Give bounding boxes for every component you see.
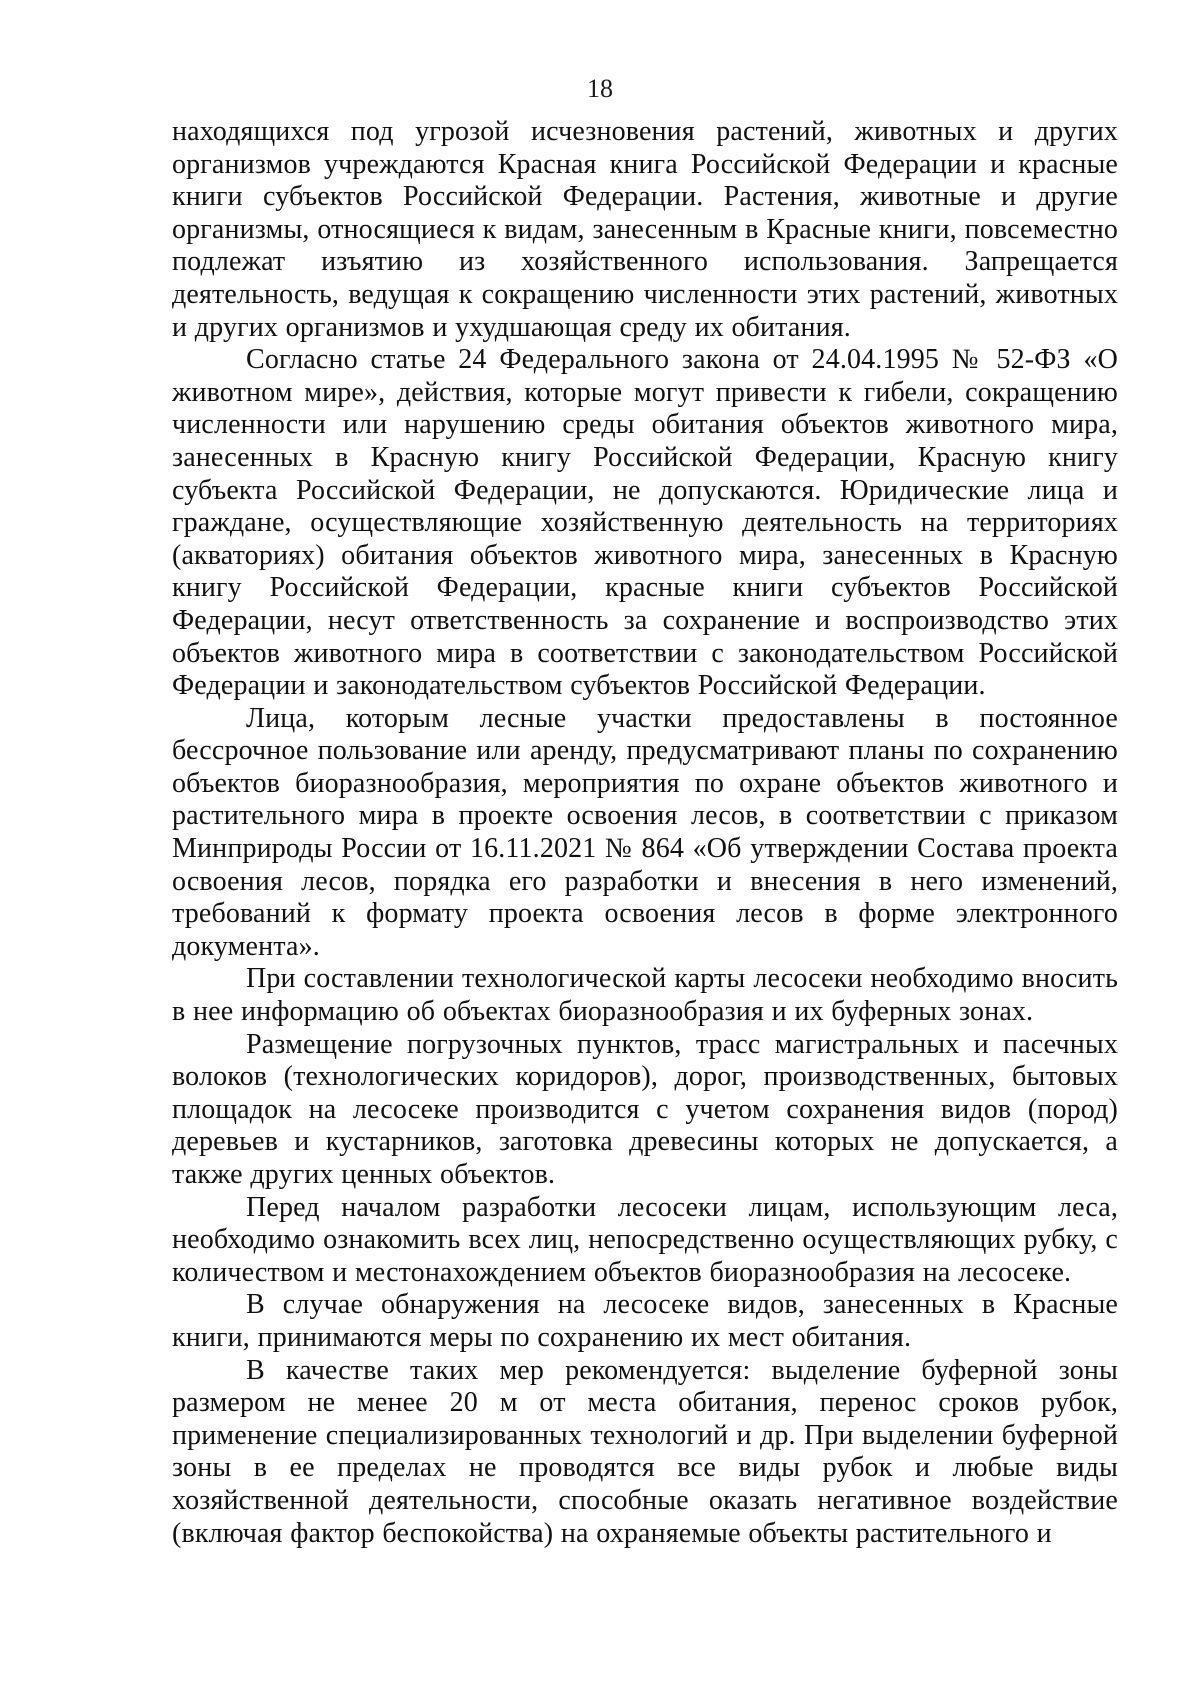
paragraph-buffer-zone-measures: В качестве таких мер рекомендуется: выделение буферной зоны размером не менее 20 м от места обитания, перенос сроков рубок, применение специализированных технологий и др. При выделении буферной зоны в ее пределах не проводятся все виды рубок и любые виды хозяйственной деятельности, способные оказать негативное воздействие (включая фактор беспокойства) на охраняемые объекты растительного и xyxy=(172,1354,1118,1549)
paragraph-continuation: находящихся под угрозой исчезновения растений, животных и других организмов учреждаются Красная книга Российской Федерации и красные книги субъектов Российской Федерации. Растения, животные и другие организмы, относящиеся к видам, занесенным в Красные книги, повсеместно подлежат изъятию из хозяйственного использования. Запрещается деятельность, ведущая к сокращению численности этих растений, животных и других организмов и ухудшающая среду их обитания. xyxy=(172,116,1118,343)
document-body xyxy=(172,116,1118,1550)
paragraph-red-book-species: В случае обнаружения на лесосеке видов, занесенных в Красные книги, принимаются меры по сохранению их мест обитания. xyxy=(172,1289,1118,1353)
page-number: 18 xyxy=(587,74,613,103)
paragraph-forest-plan: Лица, которым лесные участки предоставлены в постоянное бессрочное пользование или аренду, предусматривают планы по сохранению объектов биоразнообразия, мероприятия по охране объектов животного и растительного мира в проекте освоения лесов, в соответствии с приказом Минприроды России от 16.11.2021 № 864 «Об утверждении Состава проекта освоения лесов, порядка его разработки и внесения в него изменений, требований к формату проекта освоения лесов в форме электронного документа». xyxy=(172,702,1118,962)
paragraph-federal-law-animal-world: Согласно статье 24 Федерального закона от 24.04.1995 № 52-ФЗ «О животном мире», действия, которые могут привести к гибели, сокращению численности или нарушению среды обитания объектов животного мира, занесенных в Красную книгу Российской Федерации, Красную книгу субъекта Российской Федерации, не допускаются. Юридические лица и граждане, осуществляющие хозяйственную деятельность на территориях (акваториях) обитания объектов животного мира, занесенных в Красную книгу Российской Федерации, красные книги субъектов Российской Федерации, несут ответственность за сохранение и воспроизводство этих объектов животного мира в соответствии с законодательством Российской Федерации и законодательством субъектов Российской Федерации. xyxy=(172,344,1118,702)
paragraph-technological-map: При составлении технологической карты лесосеки необходимо вносить в нее информацию об объектах биоразнообразия и их буферных зонах. xyxy=(172,963,1118,1028)
paragraph-loading-points: Размещение погрузочных пунктов, трасс магистральных и пасечных волоков (технологических коридоров), дорог, производственных, бытовых площадок на лесосеке производится с учетом сохранения видов (пород) деревьев и кустарников, заготовка древесины которых не допускается, а также других ценных объектов. xyxy=(172,1028,1118,1190)
paragraph-before-cutting: Перед началом разработки лесосеки лицам, использующим леса, необходимо ознакомить всех лиц, непосредственно осуществляющих рубку, с количеством и местонахождением объектов биоразнообразия на лесосеке. xyxy=(172,1191,1118,1288)
